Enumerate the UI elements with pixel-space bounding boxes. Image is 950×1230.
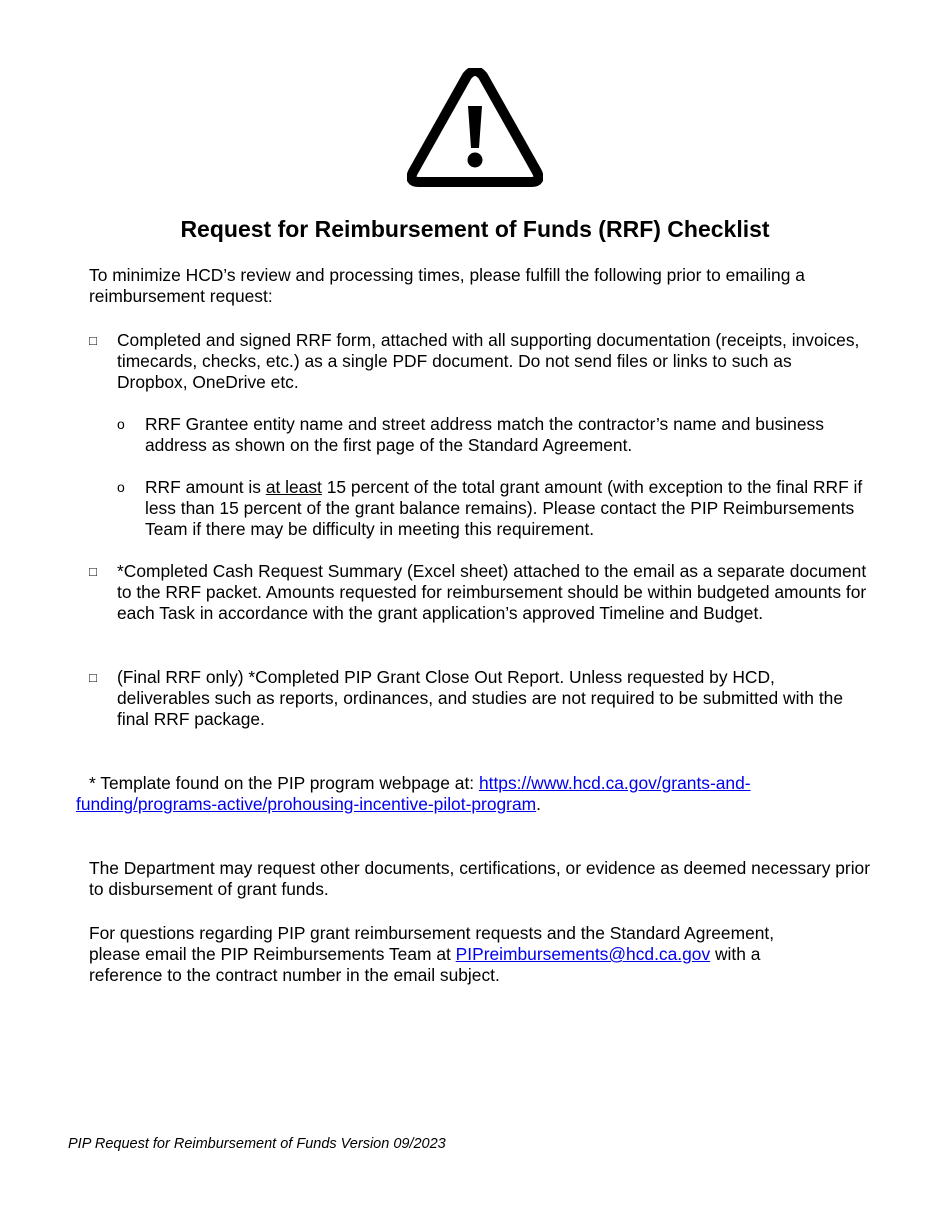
checkbox-icon: □ <box>89 333 97 348</box>
reimbursements-email-link[interactable]: PIPreimbursements@hcd.ca.gov <box>455 944 711 964</box>
checklist-item-text: Completed and signed RRF form, attached with all supporting documentation (receipts, invoices, timecards, checks, etc.) as a single PDF document. Do not send files or links to such as Dropbox, OneDrive etc. <box>117 330 860 392</box>
checklist-item-text: (Final RRF only) *Completed PIP Grant Close Out Report. Unless requested by HCD, deliverables such as reports, ordinances, and studies are not required to be submitted with the final RRF package. <box>117 667 843 729</box>
at-least-emphasis: at least <box>265 477 322 497</box>
checklist-subitem-text: RRF Grantee entity name and street address match the contractor’s name and business address as shown on the first page of the Standard Agreement. <box>145 414 824 455</box>
checklist-subitem-text: RRF amount is at least 15 percent of the total grant amount (with exception to the final RRF if less than 15 percent of the grant balance remains). Please contact the PIP Reimbursements Team if there may be difficulty in meeting this requirement. <box>145 477 863 539</box>
department-note: The Department may request other documents, certifications, or evidence as deemed necessary prior to disbursement of grant funds. <box>89 858 871 899</box>
checkbox-icon: □ <box>89 670 97 685</box>
bullet-icon: o <box>117 479 125 495</box>
contact-paragraph: For questions regarding PIP grant reimbursement requests and the Standard Agreement, please email the PIP Reimbursements Team at PIPreimbursements@hcd.ca.gov with a reference to the contract number in the email subject. <box>89 923 775 985</box>
checkbox-icon: □ <box>89 564 97 579</box>
bullet-icon: o <box>117 416 125 432</box>
warning-triangle-icon <box>407 68 543 188</box>
intro-paragraph: To minimize HCD’s review and processing times, please fulfill the following prior to emailing a reimbursement request: <box>89 265 805 306</box>
template-webpage-link[interactable]: https://www.hcd.ca.gov/grants-and-funding/programs-active/prohousing-incentive-pilot-program <box>76 773 751 814</box>
page-title: Request for Reimbursement of Funds (RRF) Checklist <box>180 216 770 242</box>
checklist-item-text: *Completed Cash Request Summary (Excel sheet) attached to the email as a separate document to the RRF packet. Amounts requested for reimbursement should be within budgeted amounts for each Task in accordance with the grant application’s approved Timeline and Budget. <box>117 561 867 623</box>
footer-version: PIP Request for Reimbursement of Funds Version 09/2023 <box>68 1136 446 1152</box>
template-note: * Template found on the PIP program webpage at: https://www.hcd.ca.gov/grants-and-funding/programs-active/prohousing-incentive-pilot-program. <box>76 773 751 814</box>
